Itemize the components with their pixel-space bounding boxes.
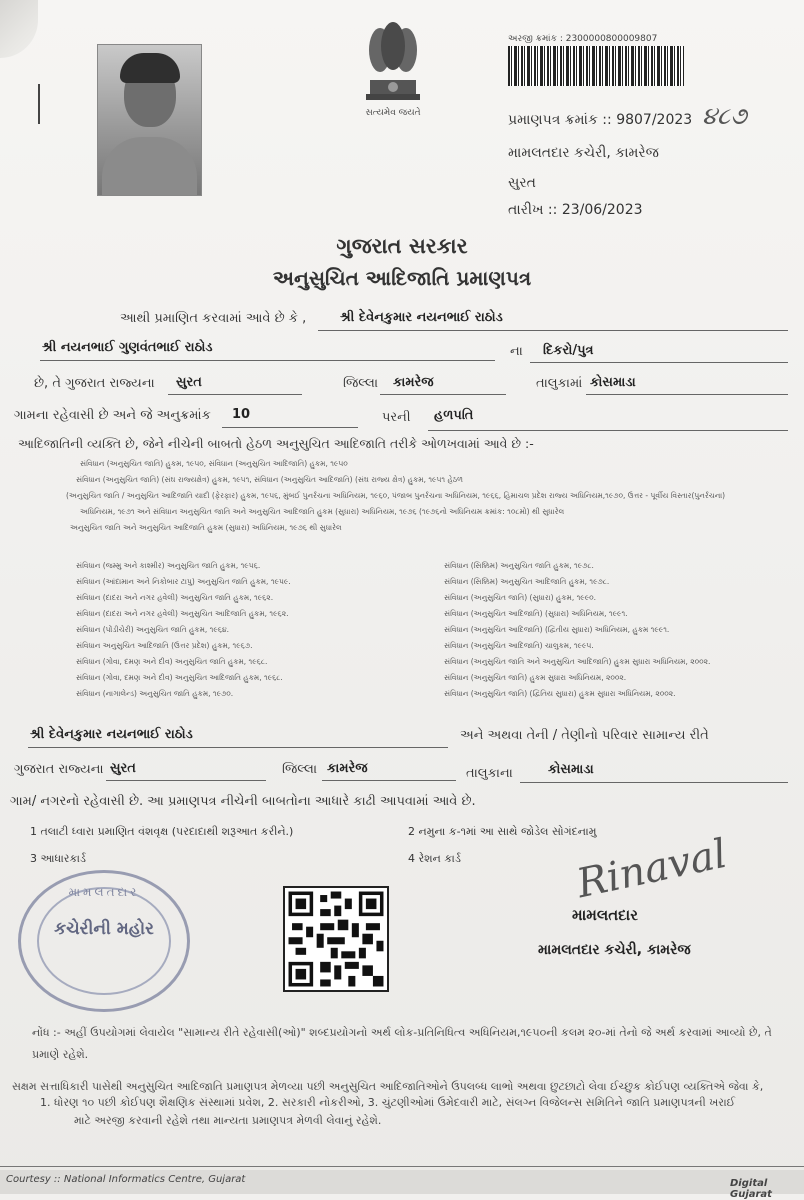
district-value-2: સુરત	[110, 761, 136, 776]
order-item: સંવિધાન (અનુસુચિત જાતિ અને અનુસુચિત આદિજાતિ) હુકમ સુધારા અધિનિયમ, ૨૦૦૨.	[444, 657, 711, 666]
order-item: સંવિધાન (દાદરા અને નગર હવેલી) અનુસુચિત જાતિ હુકમ, ૧૯૬૨.	[76, 593, 274, 602]
order-item: સંવિધાન (નાગાલેન્ડ) અનુસુચિત જાતિ હુકમ, ૧૯૭૦.	[76, 689, 234, 698]
order-item: સંવિધાન (દાદરા અને નગર હવેલી) અનુસુચિત આદિજાતિ હુકમ, ૧૯૬૨.	[76, 609, 289, 618]
order-item: સંવિધાન (અનુસુચિત જાતિ) (સુધારા) હુકમ, ૧૯૯૦.	[444, 593, 597, 602]
village-value-2: કોસમાડા	[548, 762, 594, 777]
orders-left-list	[76, 558, 416, 702]
state-label-2: ગુજરાત રાજ્યના	[14, 762, 104, 777]
issue-date: તારીખ :: 23/06/2023	[508, 202, 643, 218]
district-label-2: જિલ્લા	[282, 762, 318, 777]
father-name: શ્રી નયનભાઈ ગુણવંતભાઈ રાઠોડ	[42, 340, 213, 355]
orders-right-list	[444, 558, 794, 702]
order-item: સંવિધાન (અનુસુચિત આદિજાતિ) (દ્વિતીય સુધારા) અધિનિયમ, હુકમ ૧૯૯૧.	[444, 625, 670, 634]
basis-item-4: 4 રેશન કાર્ડ	[408, 852, 461, 865]
order-item: સંવિધાન (પોંડીચેરી) અનુસુચિત જાતિ હુકમ, ૧૯૬૪.	[76, 625, 230, 634]
order-item: સંવિધાન (આંદામાન અને નિકોબાર ટાપુ) અનુસુચિત જાતિ હુકમ, ૧૯૫૯.	[76, 577, 291, 586]
signatory-office: મામલતદાર કચેરી, કામરેજ	[538, 942, 691, 958]
district-value: સુરત	[176, 375, 202, 390]
emblem-caption: સત્યમેવ જયતે	[365, 108, 421, 118]
national-emblem-icon	[360, 20, 426, 104]
family-text: અને અથવા તેની / તેણીનો પરિવાર સામાન્ય રીતે	[460, 728, 709, 743]
order-item: સંવિધાન (અનુસુચિત આદિજાતિ) (સુધારા) અધિનિયમ, ૧૯૯૧.	[444, 609, 628, 618]
margin-mark	[38, 84, 40, 124]
order-item: સંવિધાન (અનુસુચિત આદિજાતિ) ચાલુકમ, ૧૯૯૫.	[444, 641, 594, 650]
basis-item-3: 3 આધારકાર્ડ	[30, 852, 86, 865]
district-label: જિલ્લા	[343, 376, 379, 391]
order-item: સંવિધાન (જમ્મુ અને કાશ્મીર) અનુસુચિત જાતિ હુકમ, ૧૯૫૬.	[76, 561, 261, 570]
applicant-photo	[97, 44, 202, 196]
certificate-number: પ્રમાણપત્ર ક્રમાંક :: 9807/2023	[508, 112, 693, 128]
office-seal-stamp: મામલતદાર કચેરીની મહોર	[18, 870, 190, 1012]
signatory-title: મામલતદાર	[572, 906, 638, 924]
caste-value: હળપતિ	[434, 408, 474, 423]
qr-code-icon	[283, 886, 389, 992]
taluka-label-2: તાલુકાના	[466, 766, 513, 781]
state-label: છે, તે ગુજરાત રાજ્યના	[34, 376, 155, 391]
order-item: સંવિધાન અનુસુચિત આદિજાતિ (ઉત્તર પ્રદેશ) હુકમ, ૧૯૬૭.	[76, 641, 253, 650]
taluka-label: તાલુકામાં	[536, 376, 583, 391]
basis-item-2: 2 નમુના ક-૧માં આ સાથે જોડેલ સોગંદનામુ	[408, 825, 597, 838]
order-item: સંવિધાન (સિક્કિમ) અનુસુચિત આદિજાતિ હુકમ, ૧૯૭૮.	[444, 577, 610, 586]
district-line: સુરત	[508, 175, 536, 191]
attest-label: આથી પ્રમાણિત કરવામાં આવે છે કે ,	[120, 311, 307, 326]
application-number: અરજી ક્રમાંક : 2300000800009807	[508, 34, 658, 44]
village-value: કોસમાડા	[590, 375, 636, 390]
relation: દિકરો/પુત્ર	[543, 343, 594, 358]
serial-number: 10	[232, 407, 251, 422]
notice-text: સક્ષમ સત્તાધિકારી પાસેથી અનુસુચિત આદિજાતિ પ્રમાણપત્ર મેળવ્યા પછી અનુસુચિત આદિજાતિઓને ઉપલબ્ધ લાભો અથવા છુટછાટો લેવા ઈચ્છુક કોઈપણ વ્યક્તિએ જેવા કે,	[12, 1080, 764, 1093]
order-item: સંવિધાન (સિક્કિમ) અનુસુચિત જાતિ હુકમ, ૧૯૭૮.	[444, 561, 594, 570]
note-text: નોંધ :- અહીં ઉપયોગમાં લેવાયેલ "સામાન્ય રીતે રહેવાસી(ઓ)" શબ્દપ્રયોગનો અર્થ લોક-પ્રતિનિધિત્વ અધિનિયમ,૧૯૫૦ની કલમ ૨૦-માં તેનો જે અર્થ કરવામાં આવ્યો છે, તે પ્રમાણે રહેશે.	[32, 1026, 772, 1061]
order-item: સંવિધાન (ગોવા, દમણ અને દીવ) અનુસુચિત જાતિ હુકમ, ૧૯૬૮.	[76, 657, 268, 666]
village-line-text: ગામ/ નગરનો રહેવાસી છે. આ પ્રમાણપત્ર નીચેની બાબતોના આધારે કાઢી આપવામાં આવે છે.	[10, 794, 476, 809]
barcode	[508, 46, 684, 86]
certificate-title: અનુસુચિત આદિજાતિ પ્રમાણપત્ર	[272, 266, 532, 290]
caste-label: પરની	[382, 410, 411, 425]
signature: Rinaval	[572, 830, 731, 908]
order-item: સંવિધાન (ગોવા, દમણ અને દીવ) અનુસુચિત આદિજાતિ હુકમ, ૧૯૬૮.	[76, 673, 283, 682]
office-line: મામલતદાર કચેરી, કામરેજ	[508, 145, 659, 161]
footer-brand: Digital Gujarat	[730, 1178, 772, 1200]
notice-items: 1. ધોરણ ૧૦ પછી કોઈપણ શૈક્ષણિક સંસ્થામાં પ્રવેશ, 2. સરકારી નોકરીઓ, 3. ચુંટણીઓમાં ઉમેદવારી માટે, સંલગ્ન વિજેલન્સ સમિતિને જાતિ પ્રમાણપત્રની ખરાઈ	[40, 1096, 736, 1109]
taluka-value: કામરેજ	[393, 375, 434, 390]
government-title: ગુજરાત સરકાર	[336, 234, 468, 258]
order-item: સંવિધાન (અનુસુચિત જાતિ) હુકમ સુધારા અધિનિયમ, ૨૦૦૨.	[444, 673, 627, 682]
person-name-repeat: શ્રી દેવેનકુમાર નયનભાઈ રાઠોડ	[30, 727, 193, 742]
identified-text: આદિજાતિની વ્યક્તિ છે, જેને નીચેની બાબતો હેઠળ અનુસુચિત આદિજાતિ તરીકે ઓળખવામાં આવે છે :-	[18, 436, 534, 451]
order-item: સંવિધાન (અનુસુચિત જાતિ) (દ્વિતિય સુધારા) હુકમ સુધારા અધિનિયમ, ૨૦૦૨.	[444, 689, 676, 698]
notice-end: માટે અરજી કરવાની રહેશે તથા માન્યતા પ્રમાણપત્ર મેળવી લેવાનું રહેશે.	[74, 1114, 382, 1127]
taluka-value-2: કામરેજ	[327, 761, 368, 776]
resident-label: ગામના રહેવાસી છે અને જે અનુક્રમાંક	[14, 408, 211, 423]
na-label: ના	[510, 344, 523, 359]
person-name: શ્રી દેવેનકુમાર નયનભાઈ રાઠોડ	[340, 310, 503, 325]
handwritten-number: ૪૮૭	[702, 102, 747, 130]
footer-courtesy: Courtesy :: National Informatics Centre, Gujarat	[6, 1174, 246, 1185]
basis-item-1: 1 તલાટી ધ્વારા પ્રમાણિત વંશવૃક્ષ (પરદાદાથી શરૂઆત કરીને.)	[30, 825, 294, 838]
orders-intro: સંવિધાન (અનુસુચિત જાતિ) હુકમ, ૧૯૫૦, સંવિધાન (અનુસુચિત આદિજાતિ) હુકમ, ૧૯૫૦ સંવિધાન (અનુસુચિત જાતિ) (સંઘ રાજ્યક્ષેત્ર) હુકમ, ૧૯૫૧, સંવિધાન (અનુસુચિત આદિજાતિ) (સંઘ રાજ્ય ક્ષેત્ર) હુકમ, ૧૯૫૧ હેઠળ (અનુસુચિત જાતિ / અનુસુચિત આદિજાતિ યાદી (ફેરફાર) હુકમ, ૧૯૫૬, મુંબઈ પુનર્રચના અધિનિયમ, ૧૯૬૦, પંજાબ પુનર્રચના અધિનિયમ, ૧૯૬૬, હિમાચલ પ્રદેશ રાજ્ય અધિનિયમ,૧૯૭૦, ઉત્તર - પૂર્વીય વિસ્તાર(પુનર્રચના) અધિનિયમ, ૧૯૭૧ અને સંવિધાન અનુસુચિત જાતિ અને અનુસુચિત આદિજાતિ હુકમ (સુધારા) અધિનિયમ, ૧૯૭૬ (૧૯૭૬નો અધિનિયમ ક્રમાંક: ૧૦૮મો) થી સુધારેલ અનુસુચિત જાતિ અને અનુસુચિત આદિજાતિ હુકમ (સુધારા) અધિનિયમ, ૧૯૭૬ થી સુધારેલ	[66, 459, 726, 532]
